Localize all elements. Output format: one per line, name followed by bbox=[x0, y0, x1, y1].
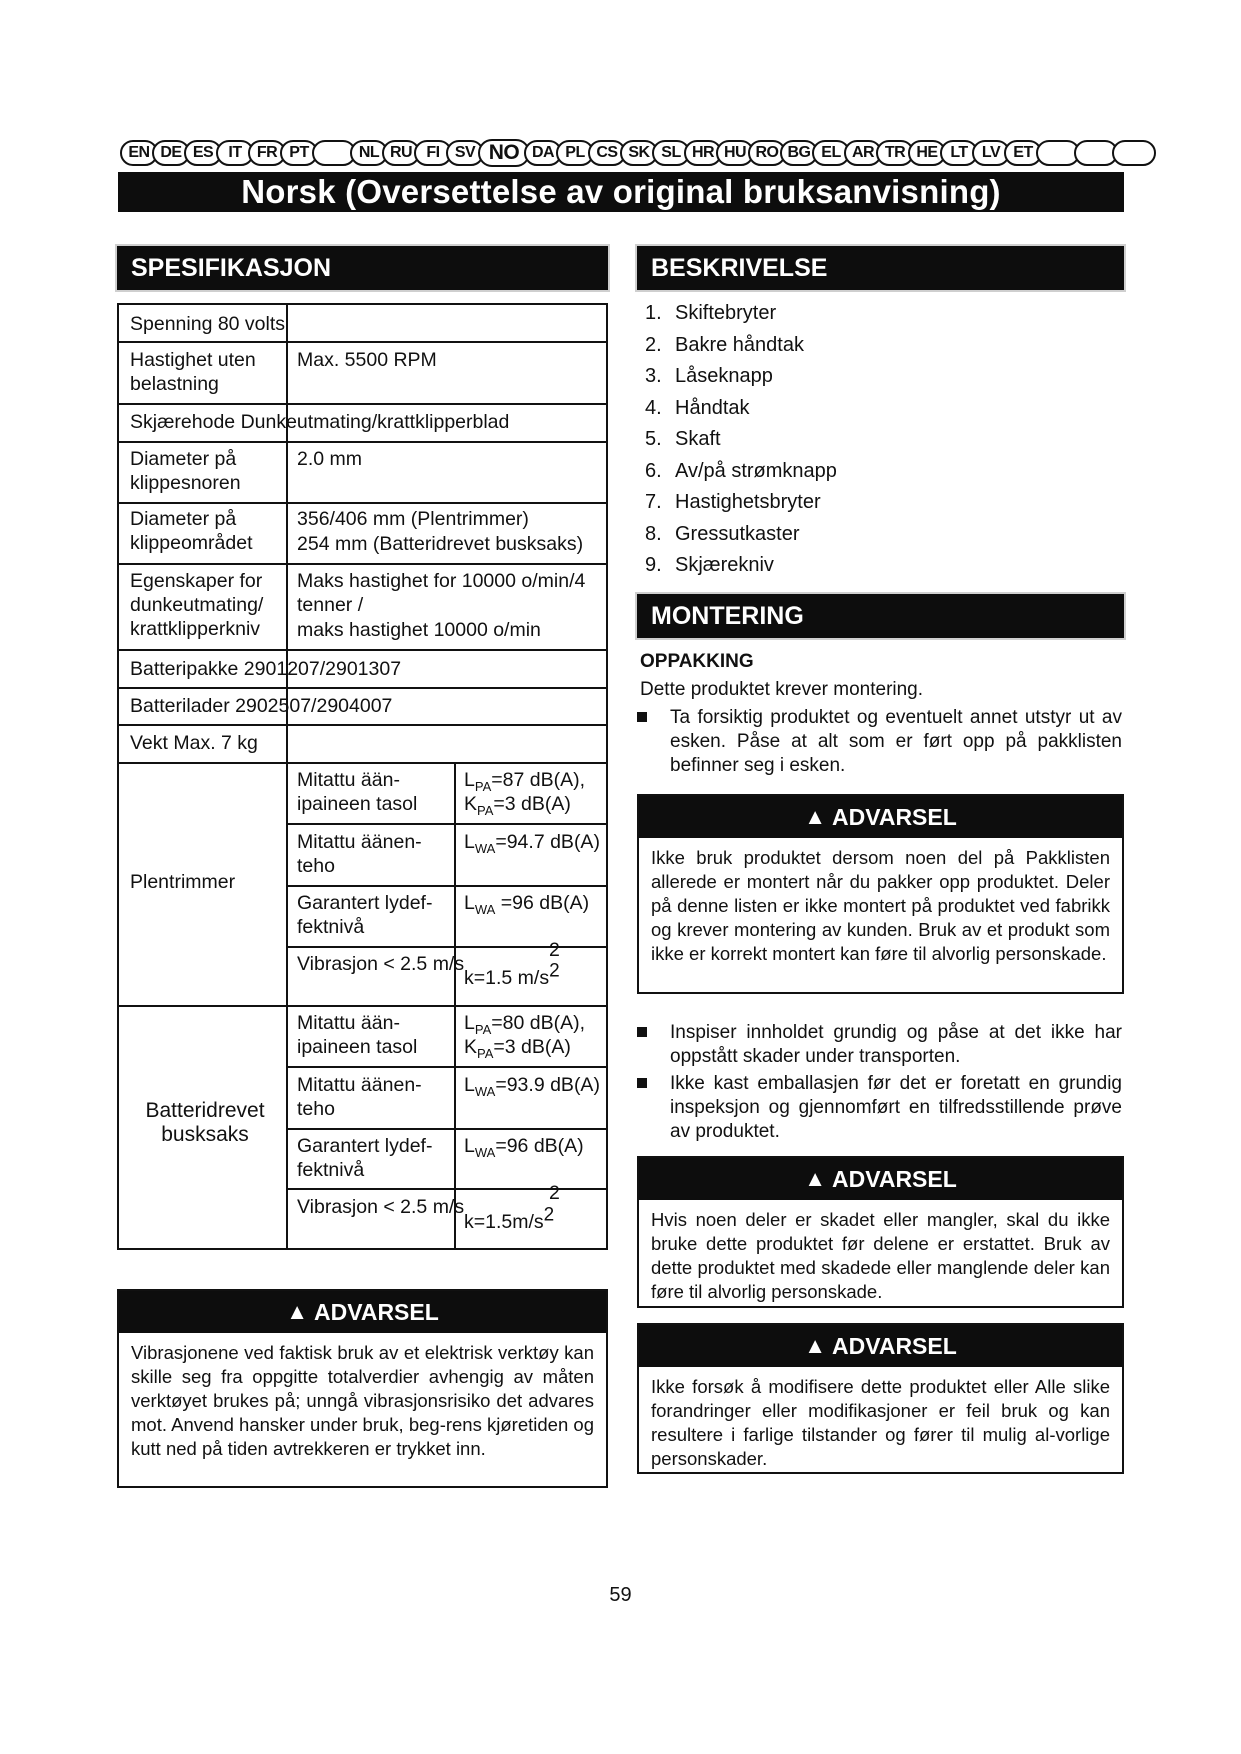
language-tab-ro: RO bbox=[748, 140, 786, 166]
language-tab-lv: LV bbox=[972, 140, 1010, 166]
warning-text: Hvis noen deler er skadet eller mangler, skal du ikke bruke dette produktet før delene er erstattet. Bruk av dette produktet med skadede eller manglende deler kan føre til alvorlig personskade. bbox=[651, 1209, 1110, 1302]
language-tab-sv: SV bbox=[446, 140, 484, 166]
spec-hedge-vibration-k: $k=1.5m/s^2$ bbox=[464, 1204, 555, 1233]
warning-triangle-icon: ▲ bbox=[804, 1333, 826, 1358]
spec-trimmer-vibration-exp: 2 bbox=[549, 939, 560, 961]
spec-line-diameter-label: Diameter på klippesnoren bbox=[130, 448, 241, 494]
warning-triangle-icon: ▲ bbox=[286, 1299, 308, 1324]
warning-triangle-icon: ▲ bbox=[804, 1166, 826, 1191]
language-tab-no: NO bbox=[478, 139, 530, 167]
description-item: 9. Skjærekniv bbox=[645, 554, 774, 576]
spec-hedge-row-value: $L_{WA}=93.9$ dB(A) bbox=[464, 1074, 600, 1099]
language-tab-nl: NL bbox=[350, 140, 388, 166]
warning-text: Vibrasjonene ved faktisk bruk av et elektrisk verktøy kan skille seg fra oppgitte totalverdier avhengig av måten verktøyet brukes på; unngå vibrasjonsrisiko det advares mot. Anvend hansker under bruk, beg-rens kjøretiden og kutt ned på tiden avtrekkeren er trykket inn. bbox=[131, 1342, 594, 1459]
spec-cut-diameter-value-2: 254 mm (Batteridrevet busksaks) bbox=[297, 533, 584, 555]
language-tab-lt: LT bbox=[940, 140, 978, 166]
spec-cutting-head: Skjærehode Dunkeutmating/krattklipperblad bbox=[130, 411, 510, 433]
bullet-square-icon bbox=[637, 712, 647, 722]
spec-battery-charger: Batterilader 2902507/2904007 bbox=[130, 695, 393, 717]
spec-table bbox=[117, 303, 608, 1250]
spec-bump-label: Egenskaper for dunkeutmating/ krattklipperkniv bbox=[130, 570, 264, 640]
vibration-warning-box bbox=[117, 1289, 608, 1488]
warning-text: Ikke bruk produktet dersom noen del på Pakklisten allerede er montert når du pakker opp produktet. Deler på denne listen er ikke montert på produktet ved fabrikk og krever montering av kunden. Bruk av et produkt som ikke er korrekt montert kan føre til alvorlig personskade. bbox=[651, 847, 1110, 964]
page-title-bar bbox=[118, 172, 1124, 212]
spec-trimmer-label: Plentrimmer bbox=[130, 871, 236, 893]
language-tab-he: HE bbox=[908, 140, 946, 166]
assembly-intro: Dette produktet krever montering. bbox=[640, 679, 924, 700]
spec-bump-value-2: maks hastighet 10000 o/min bbox=[297, 619, 541, 641]
language-tab-pt: PT bbox=[280, 140, 318, 166]
spec-hedge-row-label: Garantert lydef-fektnivå bbox=[297, 1135, 433, 1181]
warning-title: ADVARSEL bbox=[831, 803, 957, 830]
spec-trimmer-row-label: Mitattu ään-ipaineen tasol bbox=[297, 769, 418, 815]
language-tab-et: ET bbox=[1004, 140, 1042, 166]
spec-bump-value-1: Maks hastighet for 10000 o/min/4 tenner / bbox=[297, 570, 586, 616]
assembly-heading: MONTERING bbox=[637, 594, 1124, 638]
language-tab-ru: RU bbox=[382, 140, 420, 166]
page-title: Norsk (Oversettelse av original bruksanvisning) bbox=[241, 173, 1001, 210]
page-number: 59 bbox=[609, 1584, 632, 1606]
description-heading: BESKRIVELSE bbox=[637, 246, 1124, 290]
language-tab-empty bbox=[1112, 140, 1156, 166]
spec-hedge-vibration-exp: 2 bbox=[549, 1182, 560, 1204]
warning-title: ADVARSEL bbox=[831, 1332, 957, 1359]
spec-trimmer-row-value: $L_{WA}=94.7$ dB(A) bbox=[464, 831, 600, 856]
language-tab-el: EL bbox=[812, 140, 850, 166]
language-tab-hu: HU bbox=[716, 140, 754, 166]
description-item: 1. Skiftebryter bbox=[645, 302, 777, 324]
spec-hedge-vibration: Vibrasjon < 2.5 m/s bbox=[297, 1196, 465, 1218]
description-item: 4. Håndtak bbox=[645, 396, 750, 419]
language-tab-sk: SK bbox=[620, 140, 658, 166]
damage-warning-box bbox=[637, 1156, 1124, 1308]
spec-cut-diameter-label: Diameter på klippeområdet bbox=[130, 508, 253, 554]
spec-hedge-row-value: $L_{PA}=80$ dB(A), $K_{PA}=3$ dB(A) bbox=[464, 1012, 586, 1061]
language-tab-da: DA bbox=[524, 140, 562, 166]
modify-warning-box bbox=[637, 1323, 1124, 1474]
bullet-item: Ta forsiktig produktet og eventuelt annet utstyr ut av esken. Påse at alt som er ført opp på pakklisten befinner seg i esken. bbox=[670, 706, 1122, 778]
spec-trimmer-row-label: Garantert lydef-fektnivå bbox=[297, 892, 433, 938]
bullet-item: Ikke kast emballasjen før det er foretatt en grundig inspeksjon og gjennomført en tilfredsstillende prøve av produktet. bbox=[670, 1072, 1122, 1144]
description-list bbox=[645, 298, 837, 582]
spec-battery-pack: Batteripakke 2901207/2901307 bbox=[130, 658, 402, 680]
language-tab-bg: BG bbox=[780, 140, 818, 166]
language-tab-tr: TR bbox=[876, 140, 914, 166]
spec-hedge-row-value: $L_{WA}=96$ dB(A) bbox=[464, 1135, 584, 1160]
language-tab-sl: SL bbox=[652, 140, 690, 166]
spec-trimmer-row-value: $L_{WA} =96$ dB(A) bbox=[464, 892, 590, 917]
spec-hedge-row-label: Mitattu ään-ipaineen tasol bbox=[297, 1012, 418, 1058]
language-tab-de: DE bbox=[152, 140, 190, 166]
spec-line-diameter-value: 2.0 mm bbox=[297, 448, 363, 470]
spec-hedge-label: Batteridrevet busksaks bbox=[145, 1099, 265, 1146]
spec-trimmer-vibration: Vibrasjon < 2.5 m/s bbox=[297, 953, 465, 975]
bullet-square-icon bbox=[637, 1078, 647, 1088]
description-item: 8. Gressutkaster bbox=[645, 522, 800, 545]
spec-heading: SPESIFIKASJON bbox=[117, 246, 608, 290]
language-tab-strip bbox=[120, 140, 1120, 168]
warning-title: ADVARSEL bbox=[313, 1298, 439, 1325]
spec-trimmer-vibration-k: k=1.5 $m/s^2$ bbox=[464, 960, 560, 989]
language-tab-fr: FR bbox=[248, 140, 286, 166]
warning-triangle-icon: ▲ bbox=[804, 804, 826, 829]
spec-speed-label: Hastighet uten belastning bbox=[130, 349, 256, 395]
description-item: 3. Låseknapp bbox=[645, 365, 773, 387]
description-item: 6. Av/på strømknapp bbox=[645, 459, 837, 482]
warning-text: Ikke forsøk å modifisere dette produktet eller Alle slike forandringer eller modifikasjoner er feil bruk og kan resultere i farlige tilstander og fører til mulig al-vorlige personskader. bbox=[651, 1376, 1110, 1469]
description-item: 5. Skaft bbox=[645, 428, 721, 450]
language-tab-it: IT bbox=[216, 140, 254, 166]
language-tab-fi: FI bbox=[414, 140, 452, 166]
language-tab-cs: CS bbox=[588, 140, 626, 166]
spec-weight: Vekt Max. 7 kg bbox=[130, 732, 258, 754]
warning-title: ADVARSEL bbox=[831, 1165, 957, 1192]
language-tab-en: EN bbox=[120, 140, 158, 166]
assembly-warning-box bbox=[637, 794, 1124, 994]
bullet-item: Inspiser innholdet grundig og påse at det ikke har oppstått skader under transporten. bbox=[670, 1021, 1122, 1069]
language-tab-ar: AR bbox=[844, 140, 882, 166]
description-item: 2. Bakre håndtak bbox=[645, 333, 804, 356]
unpacking-subheading: OPPAKKING bbox=[640, 651, 754, 672]
spec-hedge-row-label: Mitattu äänen-teho bbox=[297, 1074, 422, 1120]
spec-cut-diameter-value-1: 356/406 mm (Plentrimmer) bbox=[297, 508, 529, 530]
spec-trimmer-row-label: Mitattu äänen-teho bbox=[297, 831, 422, 877]
spec-voltage: Spenning 80 volts bbox=[130, 313, 286, 335]
bullet-square-icon bbox=[637, 1027, 647, 1037]
description-item: 7. Hastighetsbryter bbox=[645, 491, 821, 513]
spec-speed-value: Max. 5500 RPM bbox=[297, 349, 437, 371]
language-tab-pl: PL bbox=[556, 140, 594, 166]
language-tab-es: ES bbox=[184, 140, 222, 166]
language-tab-hr: HR bbox=[684, 140, 722, 166]
spec-trimmer-row-value: $L_{PA}=87$ dB(A), $K_{PA}=3$ dB(A) bbox=[464, 769, 586, 818]
